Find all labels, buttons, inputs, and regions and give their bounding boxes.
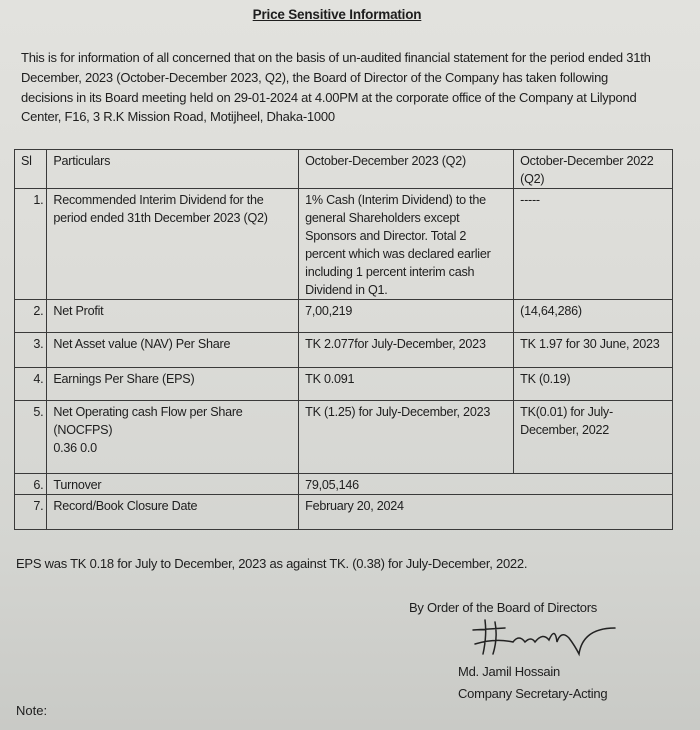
row-current: TK (1.25) for July-December, 2023 <box>299 401 514 474</box>
header-particulars: Particulars <box>47 150 299 189</box>
row-particulars-text: Net Operating cash Flow per Share (NOCFPS) <box>53 405 243 437</box>
row-previous: TK(0.01) for July-December, 2022 <box>514 401 673 474</box>
row-sl: 3. <box>15 333 47 368</box>
table-row <box>15 333 673 368</box>
row-previous: TK (0.19) <box>514 368 673 401</box>
decisions-table <box>14 149 673 530</box>
row-current: TK 0.091 <box>299 368 514 401</box>
table-row <box>15 300 673 333</box>
table-row <box>15 474 673 495</box>
document-title: Price Sensitive Information <box>252 7 422 22</box>
row-current: 79,05,146 <box>299 474 673 495</box>
signer-designation: Company Secretary-Acting <box>458 686 608 701</box>
row-sl: 7. <box>15 495 47 530</box>
intro-paragraph: This is for information of all concerned that on the basis of un-audited financial statement for the period ended 31th December, 2023 (October-December 2023, Q2), the Board of Director of the Company has taken following decisions in its Board meeting held on 29-01-2024 at 4.00PM at the corporate office of the Company at Lilypond Center, F16, 3 R.K Mission Road, Motijheel, Dhaka-1000 <box>21 50 651 125</box>
table-header-row <box>15 150 673 189</box>
row-particulars: Turnover <box>47 474 299 495</box>
row-particulars: Recommended Interim Dividend for the period ended 31th December 2023 (Q2) <box>47 189 299 300</box>
row-sl: 1. <box>15 189 47 300</box>
note-label: Note: <box>16 703 48 718</box>
row-previous: ----- <box>514 189 673 300</box>
row-sl: 6. <box>15 474 47 495</box>
row-current: February 20, 2024 <box>299 495 673 530</box>
signature-icon <box>465 616 625 658</box>
row-particulars: Net Asset value (NAV) Per Share <box>47 333 299 368</box>
signer-name: Md. Jamil Hossain <box>458 664 560 679</box>
table-row <box>15 189 673 300</box>
row-particulars <box>47 401 299 474</box>
row-sl: 5. <box>15 401 47 474</box>
table-row <box>15 368 673 401</box>
row-previous: (14,64,286) <box>514 300 673 333</box>
row-particulars: Net Profit <box>47 300 299 333</box>
row-previous: TK 1.97 for 30 June, 2023 <box>514 333 673 368</box>
row-sl: 4. <box>15 368 47 401</box>
table-row <box>15 401 673 474</box>
header-sl: Sl <box>15 150 47 189</box>
row-current: TK 2.077for July-December, 2023 <box>299 333 514 368</box>
row-particulars: Record/Book Closure Date <box>47 495 299 530</box>
table-row <box>15 495 673 530</box>
order-line: By Order of the Board of Directors <box>409 600 598 615</box>
row-current: 7,00,219 <box>299 300 514 333</box>
row-particulars-extra: 0.36 0.0 <box>53 441 97 455</box>
header-previous-period: October-December 2022 (Q2) <box>514 150 673 189</box>
row-sl: 2. <box>15 300 47 333</box>
eps-note: EPS was TK 0.18 for July to December, 2023 as against TK. (0.38) for July-December, 2022. <box>16 556 528 571</box>
row-current: 1% Cash (Interim Dividend) to the general Shareholders except Sponsors and Director. Total 2 percent which was declared earlier including 1 percent interim cash Dividend in Q1. <box>299 189 514 300</box>
row-particulars: Earnings Per Share (EPS) <box>47 368 299 401</box>
header-current-period: October-December 2023 (Q2) <box>299 150 514 189</box>
